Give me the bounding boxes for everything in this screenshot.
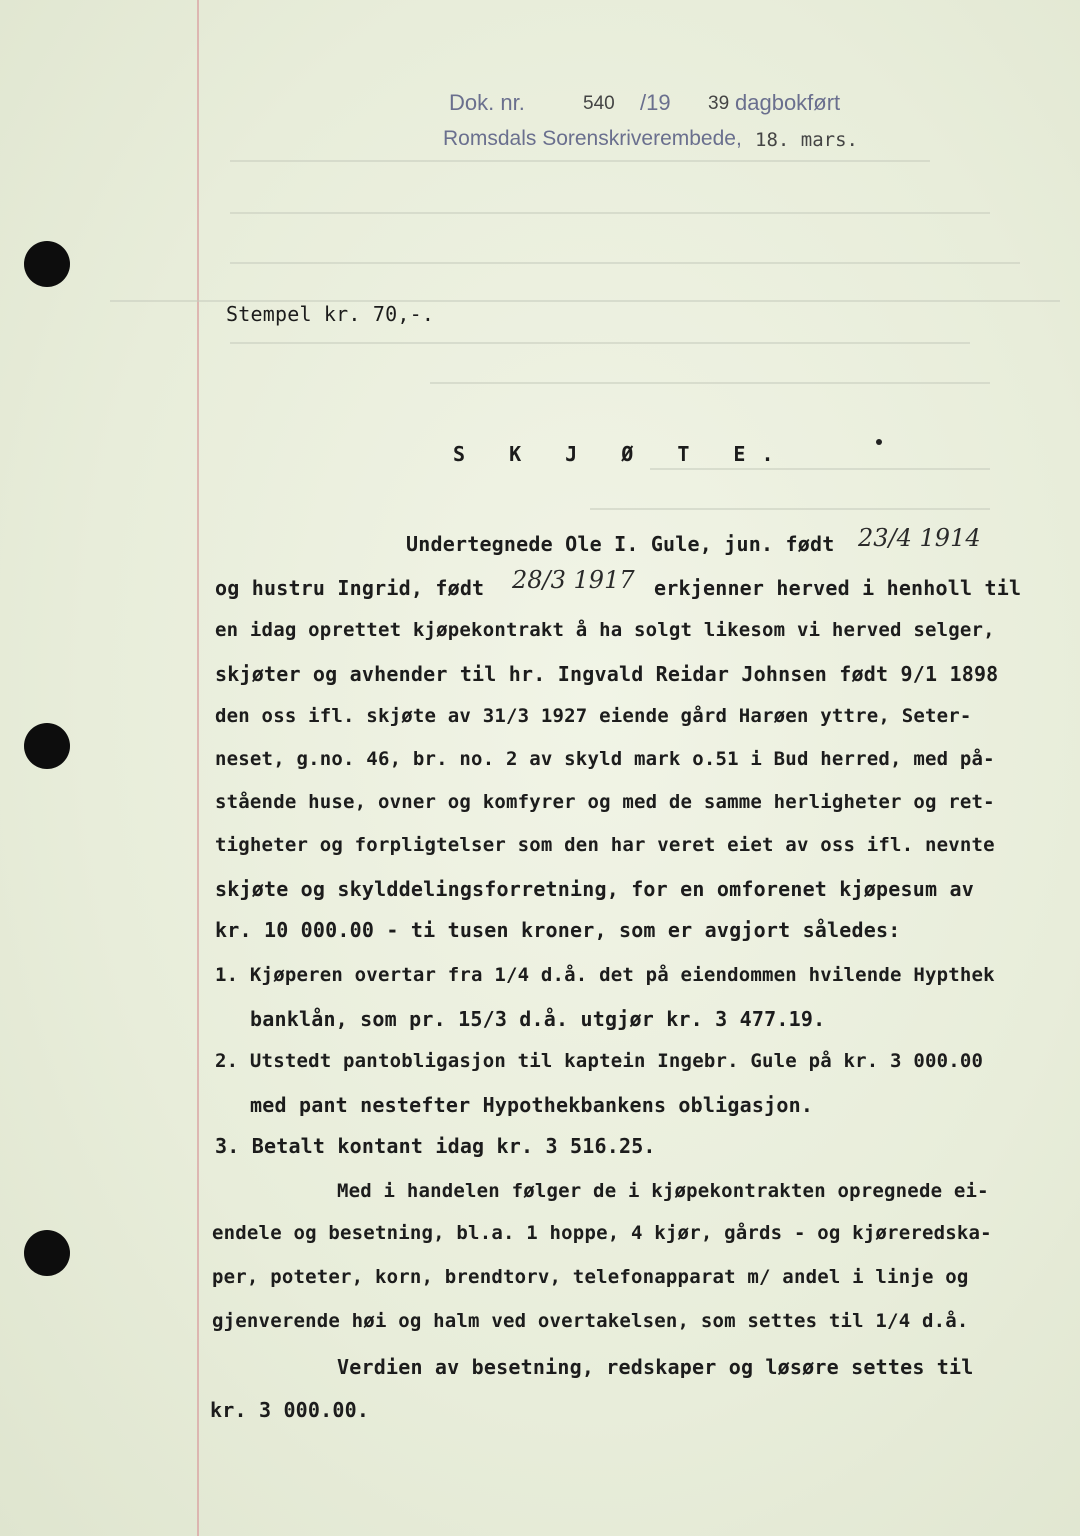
punch-hole-bottom [24, 1230, 70, 1276]
text-line-5: den oss ifl. skjøte av 31/3 1927 eiende gård Harøen yttre, Seter- [215, 705, 972, 727]
bleed-through [430, 382, 990, 384]
text-line-15: 3. Betalt kontant idag kr. 3 516.25. [215, 1134, 656, 1158]
text-line-3: en idag oprettet kjøpekontrakt å ha solgt likesom vi herved selger, [215, 619, 995, 641]
handwritten-birthdate-2: 28/3 1917 [512, 566, 635, 594]
text-line-19: gjenverende høi og halm ved overtakelsen, som settes til 1/4 d.å. [212, 1310, 969, 1332]
punch-hole-middle [24, 723, 70, 769]
text-line-12: banklån, som pr. 15/3 d.å. utgjør kr. 3 477.19. [250, 1007, 826, 1031]
text-line-2a: og hustru Ingrid, født [215, 576, 485, 600]
text-line-7: stående huse, ovner og komfyrer og med de samme herligheter og ret- [215, 791, 995, 813]
text-line-6: neset, g.no. 46, br. no. 2 av skyld mark o.51 i Bud herred, med på- [215, 748, 995, 770]
stamp-slash19: /19 [640, 90, 671, 115]
text-line-9: skjøte og skylddelingsforretning, for en omforenet kjøpesum av [215, 877, 974, 901]
text-line-13: 2. Utstedt pantobligasjon til kaptein Ingebr. Gule på kr. 3 000.00 [215, 1050, 984, 1072]
text-line-1: Undertegnede Ole I. Gule, jun. født [406, 532, 835, 556]
punch-hole-top [24, 241, 70, 287]
stempel-line: Stempel kr. 70,-. [226, 302, 435, 326]
text-line-16: Med i handelen følger de i kjøpekontrakten opregnede ei- [337, 1180, 989, 1202]
text-line-11: 1. Kjøperen overtar fra 1/4 d.å. det på eiendommen hvilende Hypthek [215, 964, 995, 986]
text-line-17: endele og besetning, bl.a. 1 hoppe, 4 kjør, gårds - og kjøreredska- [212, 1222, 992, 1244]
text-line-21: kr. 3 000.00. [210, 1398, 370, 1422]
stamp-date: 18. mars. [755, 129, 858, 151]
stamp-dok-label: Dok. nr. [449, 90, 525, 115]
text-line-2b: erkjenner herved i henholl til [654, 576, 1022, 600]
text-line-20: Verdien av besetning, redskaper og løsøre settes til [337, 1355, 974, 1379]
text-line-18: per, poteter, korn, brendtorv, telefonapparat m/ andel i linje og [212, 1266, 969, 1288]
bleed-through [230, 342, 970, 344]
stamp-office: Romsdals Sorenskriverembede, [443, 127, 742, 150]
text-line-14: med pant nestefter Hypothekbankens obligasjon. [250, 1093, 814, 1117]
stamp-dagbokfort: dagbokført [735, 90, 841, 115]
bleed-through [230, 212, 990, 214]
text-line-8: tigheter og forpligtelser som den har veret eiet av oss ifl. nevnte [215, 834, 995, 856]
text-line-4: skjøter og avhender til hr. Ingvald Reidar Johnsen født 9/1 1898 [215, 662, 999, 686]
bleed-through [230, 160, 930, 162]
bleed-through [230, 262, 1020, 264]
bleed-through [590, 508, 990, 510]
document-title: S K J Ø T E. [453, 442, 790, 466]
bleed-through [650, 468, 990, 470]
margin-line [197, 0, 199, 1536]
text-line-10: kr. 10 000.00 - ti tusen kroner, som er avgjort således: [215, 918, 901, 942]
stamp-doc-number: 540 [583, 93, 615, 114]
ink-dot [876, 439, 882, 445]
handwritten-birthdate-1: 23/4 1914 [858, 524, 981, 552]
stamp-year: 39 [708, 93, 730, 114]
